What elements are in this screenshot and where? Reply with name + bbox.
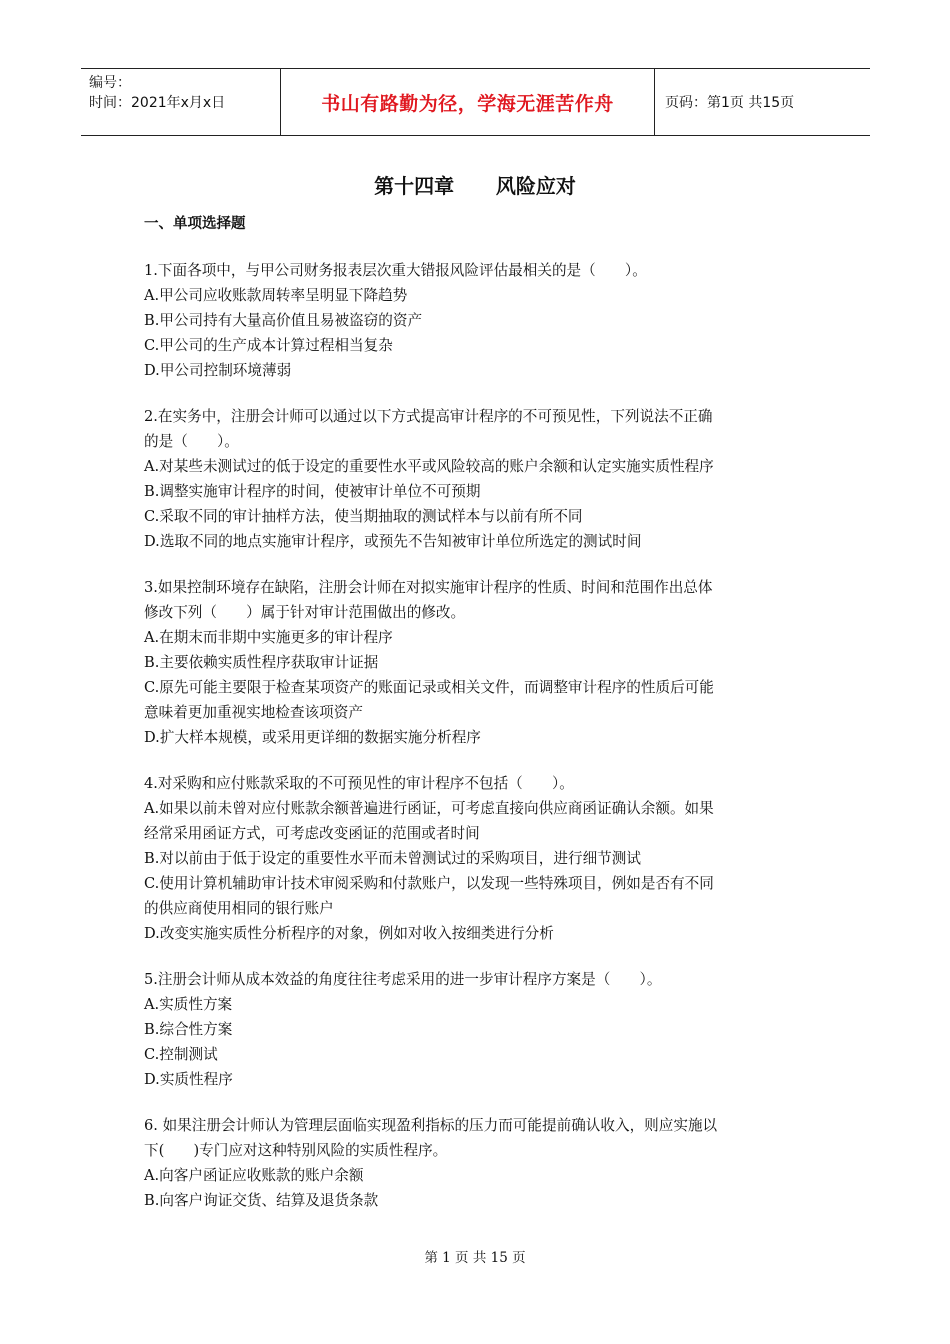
option-d: D.甲公司控制环境薄弱 (144, 362, 292, 379)
question-text: 3.如果控制环境存在缺陷，注册会计师在对拟实施审计程序的性质、时间和范围作出总体 (144, 579, 713, 596)
question-2 (144, 404, 810, 554)
question-1 (144, 258, 810, 383)
option-a-cont: 经常采用函证方式，可考虑改变函证的范围或者时间 (144, 825, 480, 842)
option-d: D.实质性程序 (144, 1071, 233, 1088)
question-5 (144, 967, 810, 1092)
header-motto: 书山有路勤为径，学海无涯苦作舟 (281, 69, 655, 135)
option-a: A.向客户函证应收账款的账户余额 (144, 1167, 364, 1184)
question-text: 6. 如果注册会计师认为管理层面临实现盈利指标的压力而可能提前确认收入，则应实施以 (144, 1117, 718, 1134)
option-c: C.采取不同的审计抽样方法，使当期抽取的测试样本与以前有所不同 (144, 508, 583, 525)
option-a: A.在期末而非期中实施更多的审计程序 (144, 629, 393, 646)
page-header (81, 68, 870, 136)
option-a: A.实质性方案 (144, 996, 233, 1013)
question-text: 下( )专门应对这种特别风险的实质性程序。 (144, 1142, 448, 1159)
option-b: B.对以前由于低于设定的重要性水平而未曾测试过的采购项目，进行细节测试 (144, 850, 641, 867)
header-code-label: 编号： (89, 75, 131, 91)
question-list (144, 258, 810, 1234)
question-6 (144, 1113, 810, 1213)
question-4 (144, 771, 810, 946)
option-a: A.如果以前未曾对应付账款余额普遍进行函证，可考虑直接向供应商函证确认余额。如果 (144, 800, 714, 817)
option-c: C.原先可能主要限于检查某项资产的账面记录或相关文件，而调整审计程序的性质后可能 (144, 679, 714, 696)
question-3 (144, 575, 810, 750)
option-b: B.向客户询证交货、结算及退货条款 (144, 1192, 379, 1209)
option-c-cont: 的供应商使用相同的银行账户 (144, 900, 334, 917)
header-meta (81, 69, 281, 135)
option-c-cont: 意味着更加重视实地检查该项资产 (144, 704, 363, 721)
page-footer: 第 1 页 共 15 页 (424, 1250, 526, 1266)
option-c: C.控制测试 (144, 1046, 218, 1063)
question-text: 5.注册会计师从成本效益的角度往往考虑采用的进一步审计程序方案是（ ）。 (144, 971, 662, 988)
option-d: D.选取不同的地点实施审计程序，或预先不告知被审计单位所选定的测试时间 (144, 533, 642, 550)
question-text: 修改下列（ ）属于针对审计范围做出的修改。 (144, 604, 466, 621)
option-b: B.综合性方案 (144, 1021, 233, 1038)
header-date: 时间：2021年x月x日 (89, 95, 226, 111)
chapter-title: 第十四章 风险应对 (374, 174, 576, 198)
question-text: 2.在实务中，注册会计师可以通过以下方式提高审计程序的不可预见性，下列说法不正确 (144, 408, 713, 425)
option-d: D.改变实施实质性分析程序的对象，例如对收入按细类进行分析 (144, 925, 554, 942)
option-a: A.对某些未测试过的低于设定的重要性水平或风险较高的账户余额和认定实施实质性程序 (144, 458, 714, 475)
option-b: B.甲公司持有大量高价值且易被盗窃的资产 (144, 312, 423, 329)
header-page-info: 页码：第1页 共15页 (665, 95, 795, 111)
option-c: C.使用计算机辅助审计技术审阅采购和付款账户，以发现一些特殊项目，例如是否有不同 (144, 875, 714, 892)
question-text: 的是（ ）。 (144, 433, 239, 450)
option-c: C.甲公司的生产成本计算过程相当复杂 (144, 337, 393, 354)
option-d: D.扩大样本规模，或采用更详细的数据实施分析程序 (144, 729, 481, 746)
option-b: B.调整实施审计程序的时间，使被审计单位不可预期 (144, 483, 481, 500)
question-text: 4.对采购和应付账款采取的不可预见性的审计程序不包括（ ）。 (144, 775, 574, 792)
option-a: A.甲公司应收账款周转率呈明显下降趋势 (144, 287, 408, 304)
section-heading: 一、单项选择题 (144, 216, 246, 232)
option-b: B.主要依赖实质性程序获取审计证据 (144, 654, 379, 671)
question-text: 1.下面各项中，与甲公司财务报表层次重大错报风险评估最相关的是（ ）。 (144, 262, 647, 279)
